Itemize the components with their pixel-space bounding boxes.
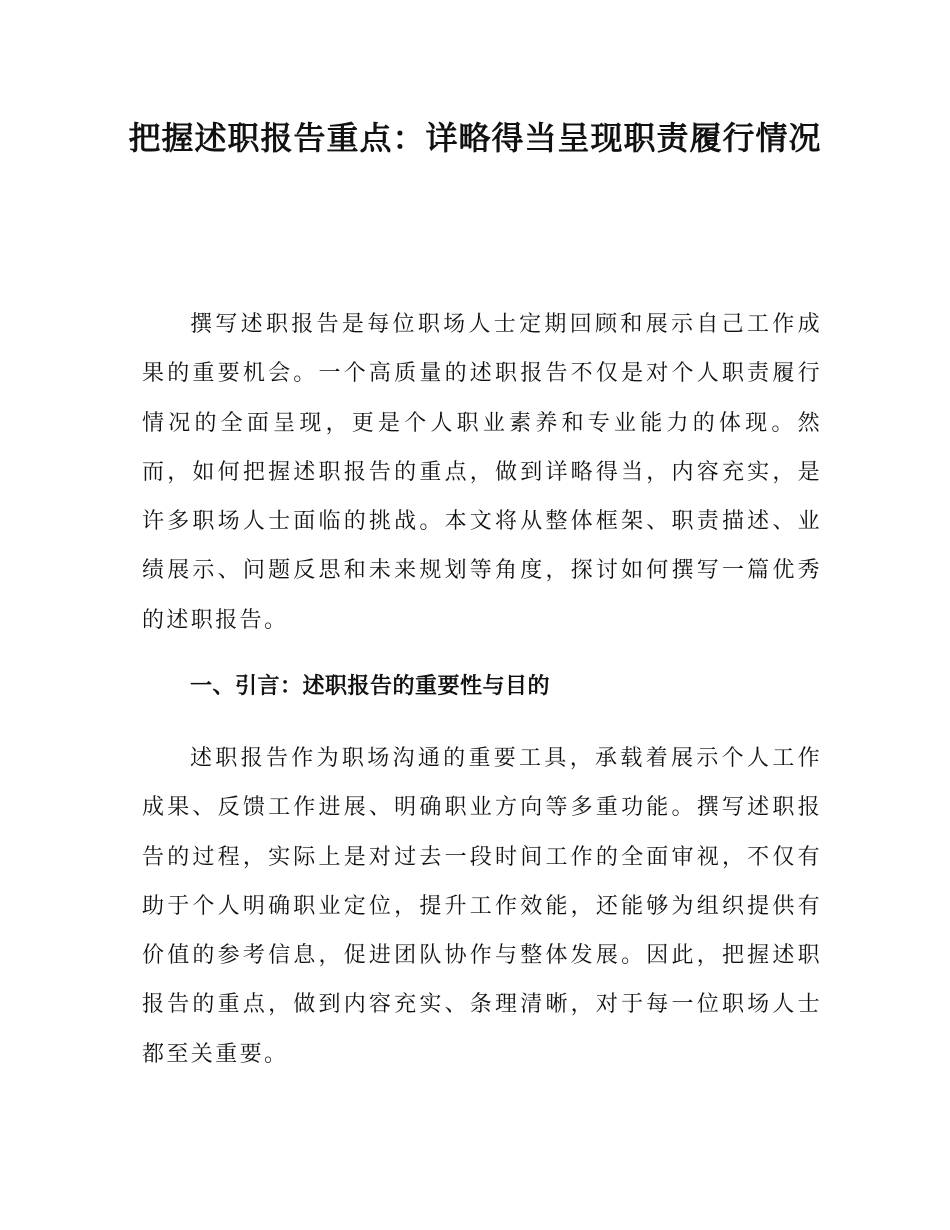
section-heading: 一、引言：述职报告的重要性与目的: [190, 674, 551, 699]
intro-paragraph: 撰写述职报告是每位职场人士定期回顾和展示自己工作成果的重要机会。一个高质量的述职报告不仅是对个人职责履行情况的全面呈现，更是个人职业素养和专业能力的体现。然而，如何把握述职报告的重点，做到详略得当，内容充实，是许多职场人士面临的挑战。本文将从整体框架、职责描述、业绩展示、问题反思和未来规划等角度，探讨如何撰写一篇优秀的述职报告。: [142, 312, 822, 633]
document-title: 把握述职报告重点：详略得当呈现职责履行情况: [128, 119, 822, 157]
section-paragraph: 述职报告作为职场沟通的重要工具，承载着展示个人工作成果、反馈工作进展、明确职业方向等多重功能。撰写述职报告的过程，实际上是对过去一段时间工作的全面审视，不仅有助于个人明确职业定位，提升工作效能，还能够为组织提供有价值的参考信息，促进团队协作与整体发展。因此，把握述职报告的重点，做到内容充实、条理清晰，对于每一位职场人士都至关重要。: [142, 746, 822, 1067]
